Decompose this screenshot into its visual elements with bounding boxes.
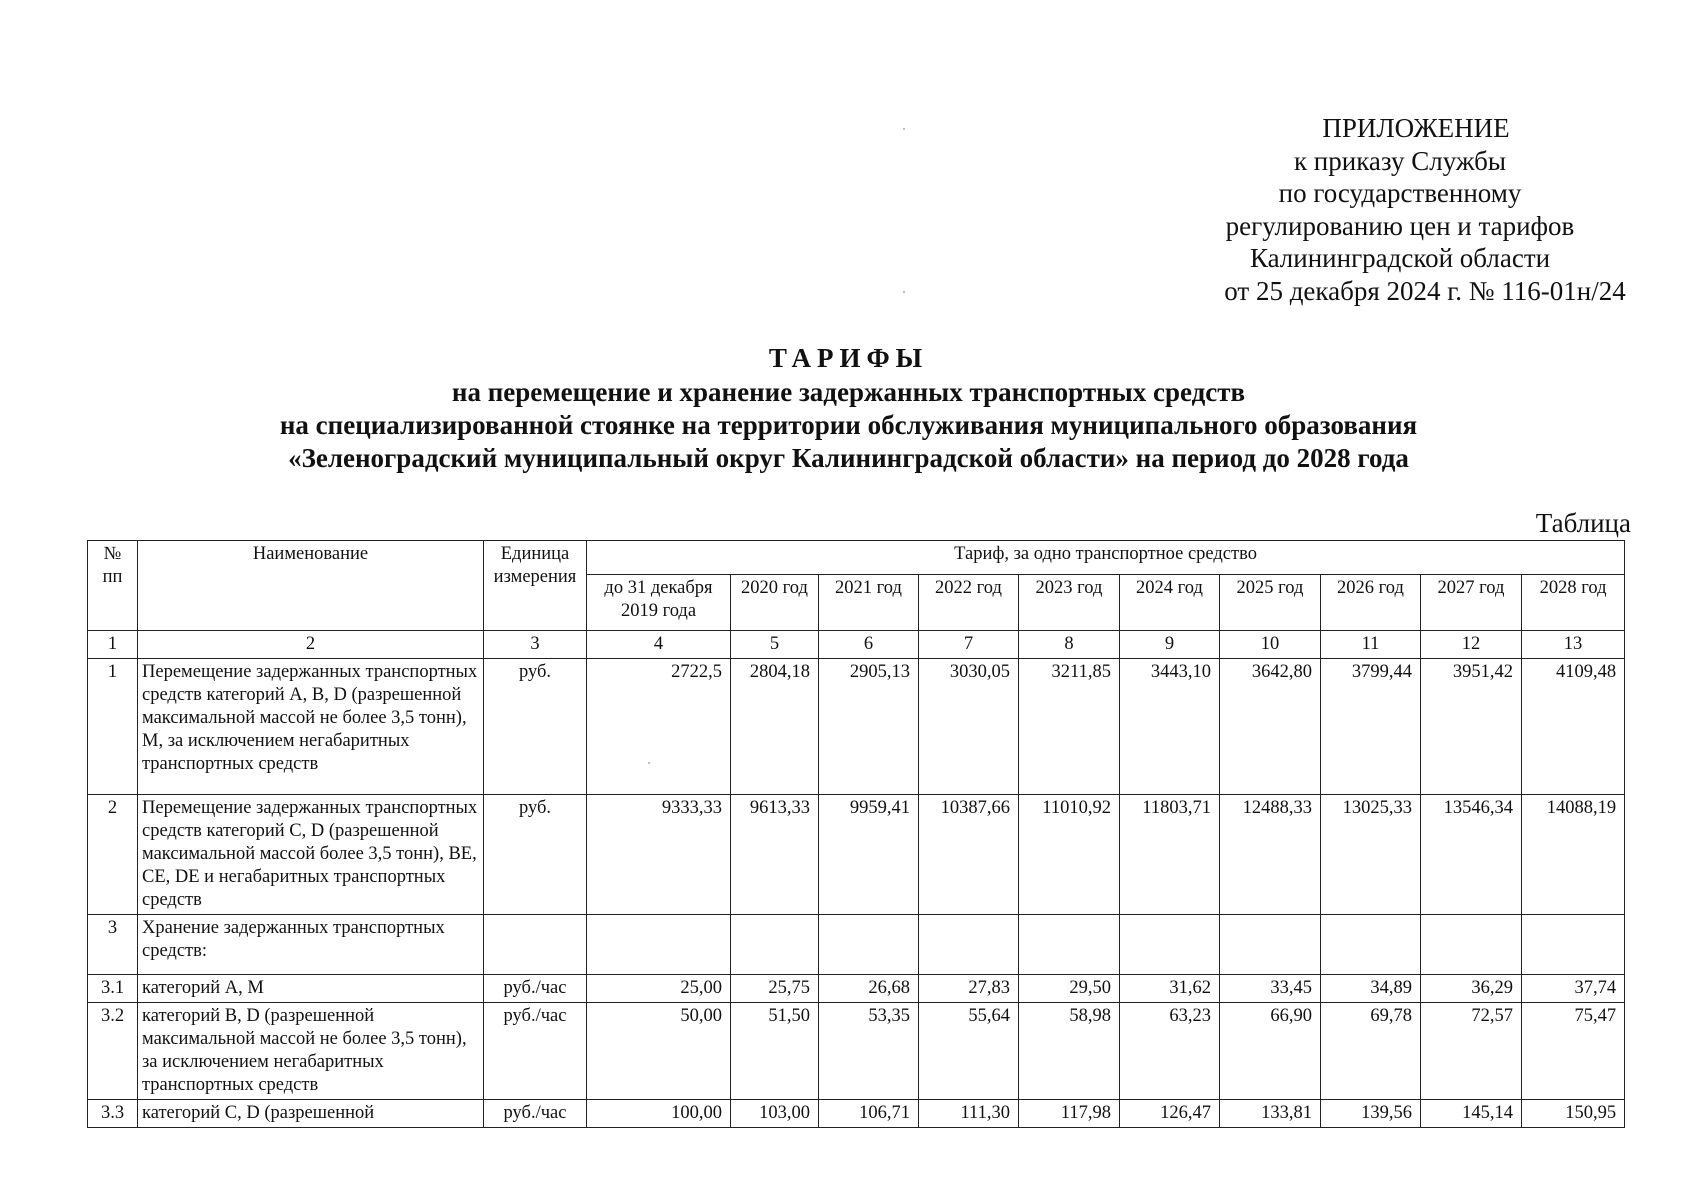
tariff-value: 11803,71 [1120, 795, 1220, 915]
table-row [88, 659, 1625, 795]
title-line: на специализированной стоянке на территории обслуживания муниципального образования [279, 410, 1418, 440]
tariff-value [1120, 915, 1220, 975]
tariff-value: 111,30 [919, 1100, 1019, 1128]
tariff-value: 2804,18 [731, 659, 819, 795]
tariff-value: 72,57 [1421, 1003, 1522, 1100]
header-unit: Единица измерения [484, 541, 587, 631]
tariff-value: 25,00 [587, 975, 731, 1003]
table-row [88, 915, 1625, 975]
header-name: Наименование [138, 541, 484, 631]
tariff-value: 75,47 [1522, 1003, 1625, 1100]
tariff-value [1019, 915, 1120, 975]
tariff-value: 25,75 [731, 975, 819, 1003]
tariff-value [587, 915, 731, 975]
tariff-value: 3443,10 [1120, 659, 1220, 795]
column-number: 2 [138, 631, 484, 659]
tariff-value: 51,50 [731, 1003, 819, 1100]
table-label: Таблица [1535, 508, 1631, 538]
header-period: 2027 год [1421, 575, 1522, 631]
tariff-value: 31,62 [1120, 975, 1220, 1003]
column-number: 10 [1220, 631, 1321, 659]
tariff-value: 26,68 [819, 975, 919, 1003]
tariff-value: 14088,19 [1522, 795, 1625, 915]
column-number: 1 [88, 631, 138, 659]
row-unit: руб./час [484, 975, 587, 1003]
tariff-value: 9333,33 [587, 795, 731, 915]
tariff-value: 3030,05 [919, 659, 1019, 795]
header-period: 2022 год [919, 575, 1019, 631]
tariff-value: 145,14 [1421, 1100, 1522, 1128]
tariff-value [819, 915, 919, 975]
row-name: категорий В, D (разрешенной максимальной массой не более 3,5 тонн), за исключением негабаритных транспортных средств [138, 1003, 484, 1100]
tariff-value: 12488,33 [1220, 795, 1321, 915]
tariff-value: 66,90 [1220, 1003, 1321, 1100]
column-number: 3 [484, 631, 587, 659]
header-period: 2023 год [1019, 575, 1120, 631]
title-line: «Зеленоградский муниципальный округ Калининградской области» на период до 2028 года [288, 443, 1409, 473]
row-unit: руб. [484, 795, 587, 915]
row-unit: руб. [484, 659, 587, 795]
tariff-value: 103,00 [731, 1100, 819, 1128]
tariff-value: 33,45 [1220, 975, 1321, 1003]
appendix-line: Калининградской области [1249, 243, 1551, 273]
document-title [0, 342, 1697, 475]
row-num: 3.3 [88, 1100, 138, 1128]
row-name: категорий А, М [138, 975, 484, 1003]
tariff-value: 3642,80 [1220, 659, 1321, 795]
table-row [88, 1100, 1625, 1128]
header-tariff: Тариф, за одно транспортное средство [587, 541, 1625, 575]
scan-speck [903, 291, 905, 293]
row-num: 3.1 [88, 975, 138, 1003]
tariff-value [1321, 915, 1421, 975]
tariff-value: 29,50 [1019, 975, 1120, 1003]
header-period: 2020 год [731, 575, 819, 631]
tariff-value: 126,47 [1120, 1100, 1220, 1128]
row-num: 1 [88, 659, 138, 795]
row-unit [484, 915, 587, 975]
tariff-value: 69,78 [1321, 1003, 1421, 1100]
appendix-line: к приказу Службы [1293, 145, 1507, 176]
tariff-value: 53,35 [819, 1003, 919, 1100]
table-row [88, 975, 1625, 1003]
tariff-value [1421, 915, 1522, 975]
tariff-value: 63,23 [1120, 1003, 1220, 1100]
table-row [88, 795, 1625, 915]
tariff-value: 10387,66 [919, 795, 1019, 915]
header-num: № пп [88, 541, 138, 631]
column-number: 6 [819, 631, 919, 659]
header-period: 2025 год [1220, 575, 1321, 631]
tariff-value [919, 915, 1019, 975]
tariff-value: 58,98 [1019, 1003, 1120, 1100]
appendix-line: регулированию цен и тарифов [1225, 210, 1575, 241]
tariff-value: 13546,34 [1421, 795, 1522, 915]
tariff-value: 11010,92 [1019, 795, 1120, 915]
tariff-value: 3211,85 [1019, 659, 1120, 795]
tariff-value: 2722,5 [587, 659, 731, 795]
column-number: 12 [1421, 631, 1522, 659]
column-number: 5 [731, 631, 819, 659]
row-name: Перемещение задержанных транспортных средств категорий А, В, D (разрешенной максимальной массой не более 3,5 тонн), М, за исключением негабаритных транспортных средств [138, 659, 484, 795]
row-num: 2 [88, 795, 138, 915]
tariff-value: 133,81 [1220, 1100, 1321, 1128]
column-number: 4 [587, 631, 731, 659]
tariff-value: 9959,41 [819, 795, 919, 915]
row-unit: руб./час [484, 1003, 587, 1100]
tariff-value [1522, 915, 1625, 975]
header-period: 2021 год [819, 575, 919, 631]
column-number: 11 [1321, 631, 1421, 659]
row-name: Перемещение задержанных транспортных средств категорий С, D (разрешенной максимальной массой более 3,5 тонн), ВЕ, СЕ, DE и негабаритных транспортных средств [138, 795, 484, 915]
row-num: 3 [88, 915, 138, 975]
scan-speck [648, 762, 650, 764]
tariff-value: 100,00 [587, 1100, 731, 1128]
tariff-value: 34,89 [1321, 975, 1421, 1003]
tariff-value: 3799,44 [1321, 659, 1421, 795]
tariff-value: 9613,33 [731, 795, 819, 915]
tariff-value: 4109,48 [1522, 659, 1625, 795]
appendix-line: по государственному [1278, 178, 1522, 208]
row-name: Хранение задержанных транспортных средств: [138, 915, 484, 975]
column-number: 7 [919, 631, 1019, 659]
tariff-value: 27,83 [919, 975, 1019, 1003]
tariff-value: 139,56 [1321, 1100, 1421, 1128]
tariffs-table [87, 540, 1625, 1128]
header-period: 2026 год [1321, 575, 1421, 631]
tariff-value: 36,29 [1421, 975, 1522, 1003]
tariff-value [731, 915, 819, 975]
header-period: до 31 декабря 2019 года [587, 575, 731, 631]
header-period: 2028 год [1522, 575, 1625, 631]
appendix-line: ПРИЛОЖЕНИЕ [1322, 113, 1510, 143]
tariff-value: 37,74 [1522, 975, 1625, 1003]
table-row [88, 1003, 1625, 1100]
column-number-row [88, 631, 1625, 659]
tariff-value: 13025,33 [1321, 795, 1421, 915]
tariff-value: 106,71 [819, 1100, 919, 1128]
tariff-value: 2905,13 [819, 659, 919, 795]
tariff-value: 117,98 [1019, 1100, 1120, 1128]
appendix-line: от 25 декабря 2024 г. № 116-01н/24 [1224, 275, 1626, 306]
tariff-value: 150,95 [1522, 1100, 1625, 1128]
header-period: 2024 год [1120, 575, 1220, 631]
row-unit: руб./час [484, 1100, 587, 1128]
column-number: 13 [1522, 631, 1625, 659]
title-line: ТАРИФЫ [768, 343, 929, 373]
scan-speck [903, 128, 905, 130]
column-number: 9 [1120, 631, 1220, 659]
tariff-value [1220, 915, 1321, 975]
row-num: 3.2 [88, 1003, 138, 1100]
tariff-value: 55,64 [919, 1003, 1019, 1100]
column-number: 8 [1019, 631, 1120, 659]
title-line: на перемещение и хранение задержанных транспортных средств [451, 377, 1246, 407]
row-name: категорий С, D (разрешенной [138, 1100, 484, 1128]
tariff-value: 50,00 [587, 1003, 731, 1100]
tariff-value: 3951,42 [1421, 659, 1522, 795]
appendix-block [1160, 112, 1640, 307]
